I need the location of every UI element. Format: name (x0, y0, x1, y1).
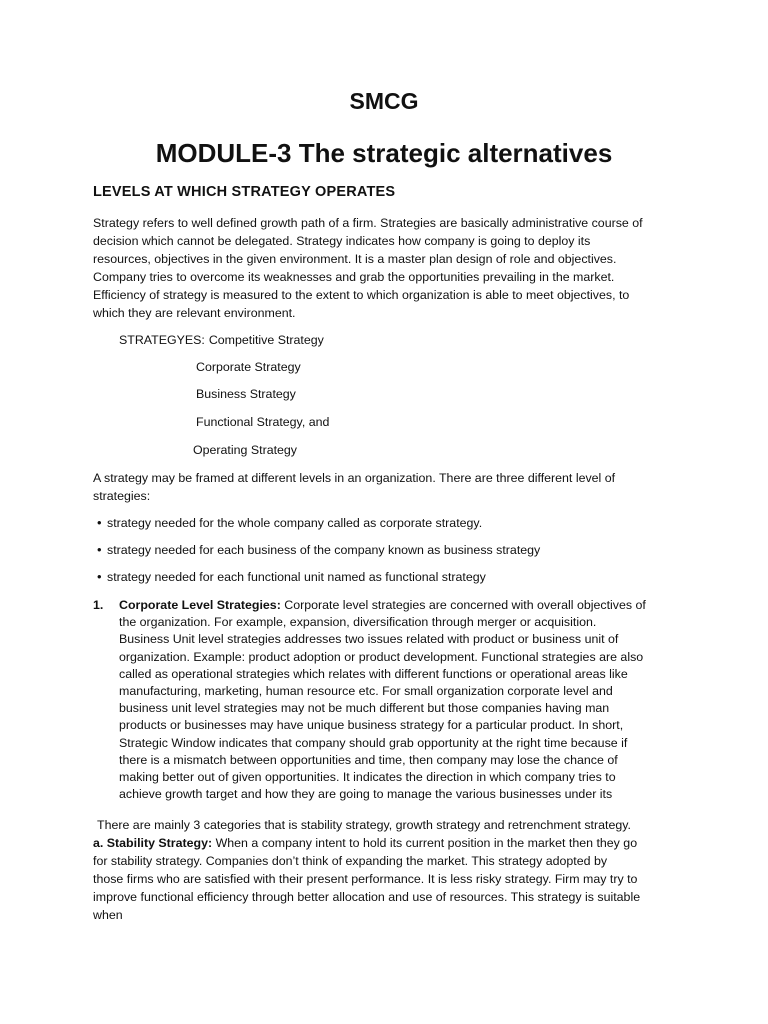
paragraph-line: improve functional efficiency through better allocation and use of resources. This strategy is suitable (93, 890, 641, 904)
item-line: there is a mismatch between opportunities and time, then company may lose the chance of (119, 752, 618, 767)
strategy-item: Functional Strategy, and (196, 415, 330, 429)
paragraph-line: for stability strategy. Companies don’t think of expanding the market. This strategy adopted by (93, 854, 608, 868)
levels-paragraph (93, 469, 683, 505)
categories-line: There are mainly 3 categories that is stability strategy, growth strategy and retrenchment strategy. (97, 818, 631, 832)
item-number: 1. (93, 598, 104, 612)
paragraph-line: resources, objectives in the given environment. It is a master plan design of role and objectives. (93, 252, 617, 266)
item-line: Business Unit level strategies addresses two issues related with product or business unit of (119, 632, 619, 647)
item-line: making better out of given opportunities. It indicates the direction in which company tries to (119, 770, 616, 785)
item-first-line: Corporate Level Strategies: Corporate level strategies are concerned with overall objectives of (119, 598, 646, 612)
paragraph-line: those firms who are satisfied with their present performance. It is less risky strategy. Firm may try to (93, 872, 638, 886)
bullet-item: • strategy needed for the whole company called as corporate strategy. (97, 515, 483, 530)
item-body (119, 597, 699, 803)
bullet-icon: • (97, 542, 102, 557)
document-title: SMCG (349, 88, 419, 114)
item-line: manufacturing, marketing, human resource etc. For small organization corporate level and (119, 684, 613, 699)
strategy-item: Competitive Strategy (208, 333, 324, 347)
paragraph-line: A strategy may be framed at different levels in an organization. There are three different level of (93, 471, 616, 485)
module-title: MODULE-3 The strategic alternatives (155, 138, 613, 168)
item-line: organization. Example: product adoption or product development. Functional strategies are also (119, 649, 644, 664)
bullet-item: • strategy needed for each functional unit named as functional strategy (97, 569, 486, 584)
strategies-label: STRATEGYES: (119, 333, 205, 347)
paragraph-line: Strategy refers to well defined growth path of a firm. Strategies are basically administrative course of (93, 216, 643, 230)
item-line: products or businesses may have unique business strategy for a particular product. In short, (119, 718, 624, 733)
item-line: achieve growth target and how they are going to manage the various businesses under its (119, 787, 613, 802)
paragraph-line: which they are relevant environment. (93, 306, 296, 320)
intro-paragraph (93, 214, 683, 322)
paragraph-line: decision which cannot be delegated. Strategy indicates how company is going to deploy its (93, 234, 591, 248)
stability-paragraph (93, 834, 683, 924)
bullet-icon: • (97, 569, 102, 584)
section-heading: LEVELS AT WHICH STRATEGY OPERATES (93, 184, 396, 200)
paragraph-line: when (93, 908, 123, 922)
paragraph-line: strategies: (93, 489, 151, 503)
strategy-item: Corporate Strategy (196, 360, 301, 374)
paragraph-line: Company tries to overcome its weaknesses and grab the opportunities prevailing in the market. (93, 270, 615, 284)
stability-heading: a. Stability Strategy: (93, 836, 213, 850)
paragraph-line: Efficiency of strategy is measured to the extent to which organization is able to meet objectives, to (93, 288, 630, 302)
item-line: called as operational strategies which relates with different functions or operational areas like (119, 666, 628, 681)
strategies-list-first (119, 333, 324, 347)
item-line: Strategic Window indicates that company should grab opportunity at the right time because if (119, 735, 628, 750)
stability-first-line: a. Stability Strategy: When a company intent to hold its current position in the market then they go (93, 836, 638, 850)
item-heading: Corporate Level Strategies: (119, 598, 281, 612)
bullet-item: • strategy needed for each business of the company known as business strategy (97, 542, 541, 557)
bullet-icon: • (97, 515, 102, 530)
strategy-item: Operating Strategy (193, 443, 298, 457)
item-line: the organization. For example, expansion, diversification through merger or acquisition. (119, 615, 597, 630)
strategy-item: Business Strategy (196, 387, 296, 401)
item-line: business unit level strategies may not be much different but those companies having man (119, 701, 610, 716)
